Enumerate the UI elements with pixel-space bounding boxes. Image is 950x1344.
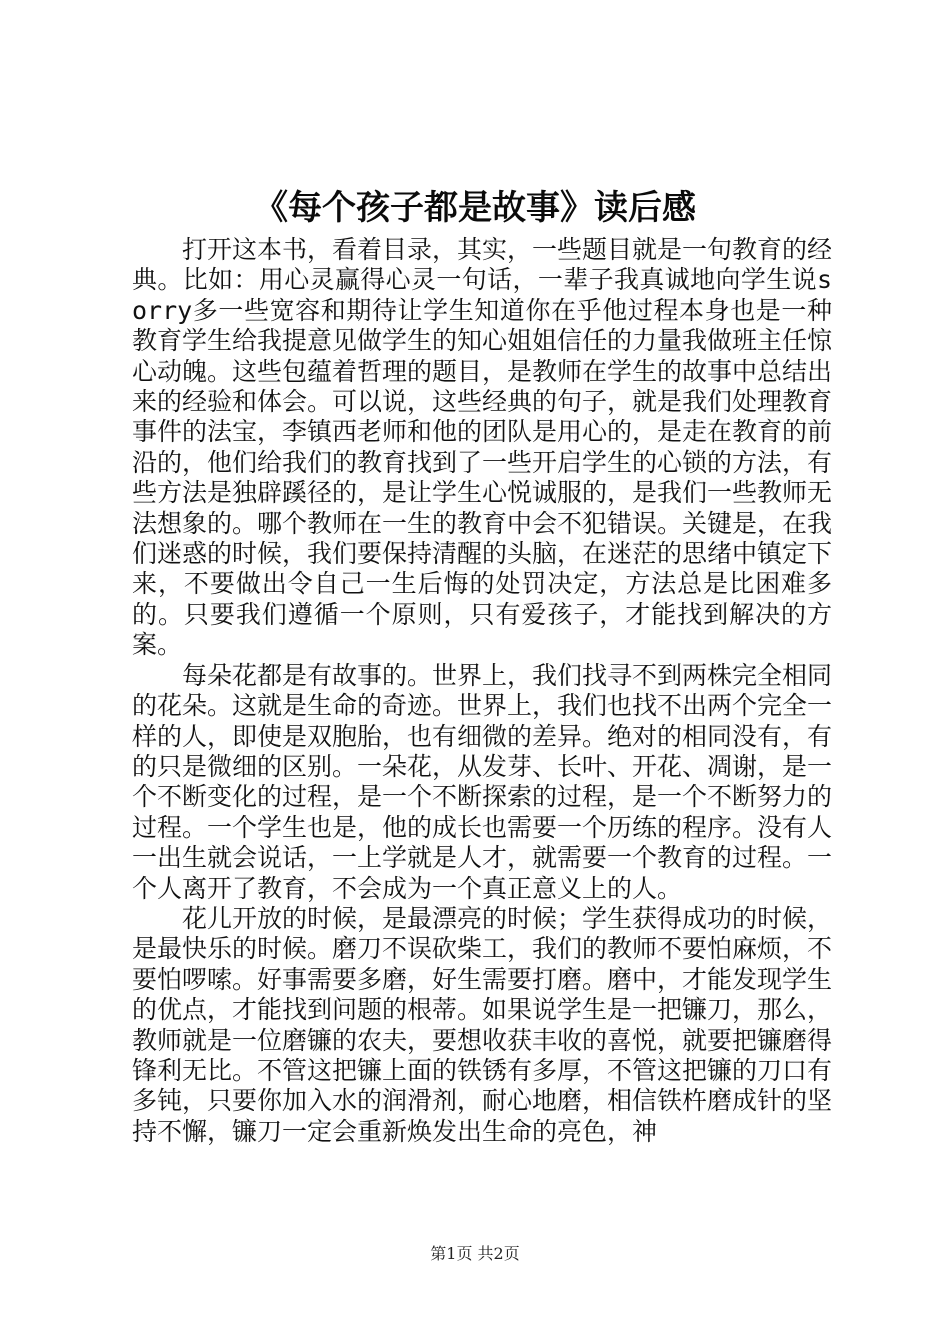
paragraph: 花儿开放的时候，是最漂亮的时候；学生获得成功的时候，是最快乐的时候。磨刀不误砍柴工，我们的教师不要怕麻烦，不要怕啰嗦。好事需要多磨，好生需要打磨。磨中，才能发现学生的优点，才能找到问题的根蒂。如果说学生是一把镰刀，那么，教师就是一位磨镰的农夫，要想收获丰收的喜悦，就要把镰磨得锋利无比。不管这把镰上面的铁锈有多厚，不管这把镰的刀口有多钝，只要你加入水的润滑剂，耐心地磨，相信铁杵磨成针的坚持不懈，镰刀一定会重新焕发出生命的亮色，神 bbox=[132, 903, 833, 1146]
document-body bbox=[132, 235, 832, 1147]
document-title: 《每个孩子都是故事》读后感 bbox=[254, 188, 696, 228]
paragraph: 打开这本书，看着目录，其实，一些题目就是一句教育的经典。比如：用心灵赢得心灵一句话，一辈子我真诚地向学生说sorry多一些宽容和期待让学生知道你在乎他过程本身也是一种教育学生给我提意见做学生的知心姐姐信任的力量我做班主任惊心动魄。这些包蕴着哲理的题目，是教师在学生的故事中总结出来的经验和体会。可以说，这些经典的句子，就是我们处理教育事件的法宝，李镇西老师和他的团队是用心的，是走在教育的前沿的，他们给我们的教育找到了一些开启学生的心锁的方法，有些方法是独辟蹊径的，是让学生心悦诚服的，是我们一些教师无法想象的。哪个教师在一生的教育中会不犯错误。关键是，在我们迷惑的时候，我们要保持清醒的头脑，在迷茫的思绪中镇定下来，不要做出令自己一生后悔的处罚决定，方法总是比困难多的。只要我们遵循一个原则，只有爱孩子，才能找到解决的方案。 bbox=[132, 235, 833, 660]
page-number-footer: 第1页 共2页 bbox=[430, 1244, 520, 1263]
paragraph: 每朵花都是有故事的。世界上，我们找寻不到两株完全相同的花朵。这就是生命的奇迹。世界上，我们也找不出两个完全一样的人，即使是双胞胎，也有细微的差异。绝对的相同没有，有的只是微细的区别。一朵花，从发芽、长叶、开花、凋谢，是一个不断变化的过程，是一个不断探索的过程，是一个不断努力的过程。一个学生也是，他的成长也需要一个历练的程序。没有人一出生就会说话，一上学就是人才，就需要一个教育的过程。一个人离开了教育，不会成为一个真正意义上的人。 bbox=[132, 660, 833, 903]
